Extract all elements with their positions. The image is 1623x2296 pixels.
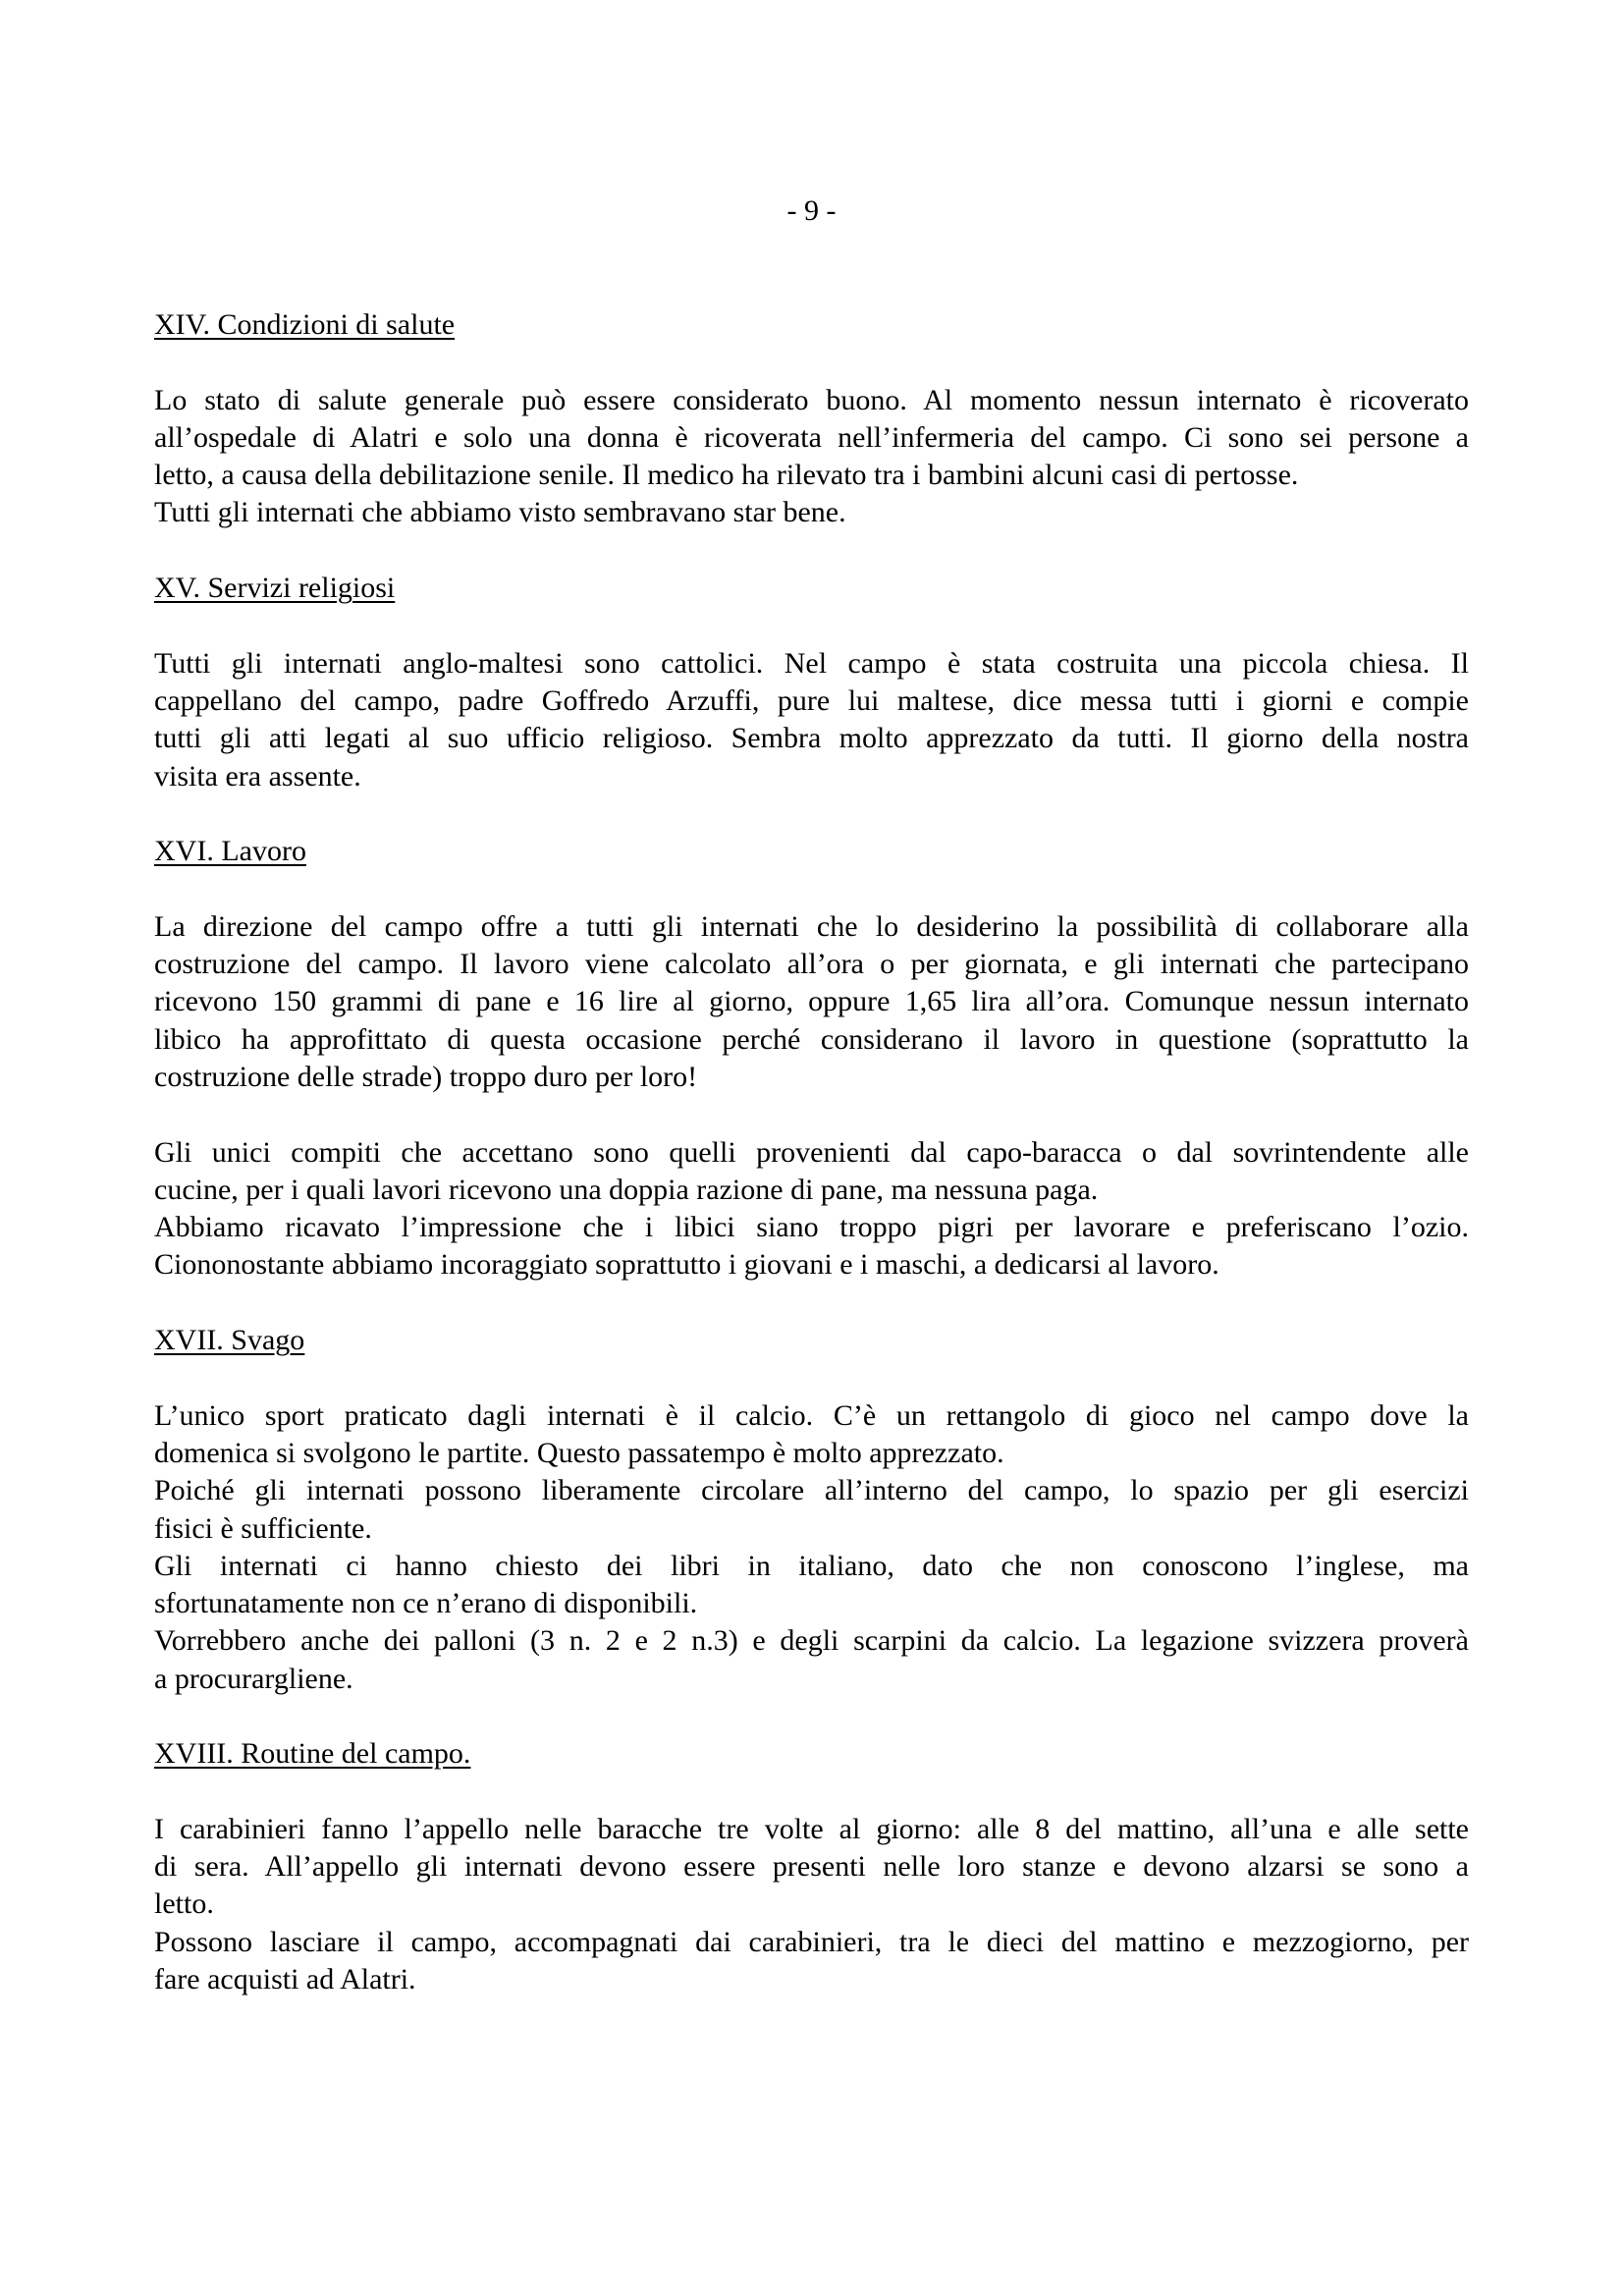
document-body <box>154 306 1469 1998</box>
section-heading: XV. Servizi religiosi <box>154 572 396 605</box>
paragraph <box>154 1397 1469 1698</box>
paragraph <box>154 382 1469 532</box>
text-line: cucine, per i quali lavori ricevono una doppia razione di pane, ma nessuna paga. <box>154 1173 1099 1206</box>
text-line: Poiché gli internati possono liberamente circolare all’interno del campo, lo spazio per gli esercizi <box>154 1474 1469 1507</box>
text-line: La direzione del campo offre a tutti gli internati che lo desiderino la possibilità di collaborare alla <box>154 909 1469 943</box>
text-line: Lo stato di salute generale può essere considerato buono. Al momento nessun internato è ricoverato <box>154 383 1469 416</box>
section-condizioni-di-salute <box>154 306 1469 570</box>
section-servizi-religiosi <box>154 570 1469 833</box>
text-line: Tutti gli internati che abbiamo visto sembravano star bene. <box>154 496 846 529</box>
section-heading: XIV. Condizioni di salute <box>154 308 456 341</box>
text-line: Gli unici compiti che accettano sono quelli provenienti dal capo-baracca o dal sovrintendente alle <box>154 1135 1469 1169</box>
text-line: fare acquisti ad Alatri. <box>154 1963 416 1996</box>
paragraph <box>154 1134 1469 1285</box>
text-line: sfortunatamente non ce n’erano di disponibili. <box>154 1587 698 1620</box>
text-line: Possono lasciare il campo, accompagnati dai carabinieri, tra le dieci del mattino e mezzogiorno, per <box>154 1925 1469 1958</box>
text-line: letto, a causa della debilitazione senile. Il medico ha rilevato tra i bambini alcuni casi di pertosse. <box>154 459 1299 492</box>
text-line: Vorrebbero anche dei palloni (3 n. 2 e 2 n.3) e degli scarpini da calcio. La legazione svizzera proverà <box>154 1624 1469 1658</box>
text-line: L’unico sport praticato dagli internati è il calcio. C’è un rettangolo di gioco nel campo dove la <box>154 1398 1469 1432</box>
text-line: fisici è sufficiente. <box>154 1511 372 1545</box>
section-lavoro <box>154 833 1469 1322</box>
text-line: I carabinieri fanno l’appello nelle baracche tre volte al giorno: alle 8 del mattino, all’una e alle sette <box>154 1812 1469 1845</box>
text-line: ricevono 150 grammi di pane e 16 lire al giorno, oppure 1,65 lira all’ora. Comunque nessun internato <box>154 985 1469 1018</box>
page-number: - 9 - <box>786 194 837 227</box>
section-heading: XVII. Svago <box>154 1324 305 1357</box>
section-routine-del-campo <box>154 1735 1469 1998</box>
text-line: domenica si svolgono le partite. Questo passatempo è molto apprezzato. <box>154 1436 1004 1469</box>
paragraph <box>154 645 1469 795</box>
text-line: all’ospedale di Alatri e solo una donna è ricoverata nell’infermeria del campo. Ci sono sei persone a <box>154 420 1469 454</box>
text-line: Gli internati ci hanno chiesto dei libri in italiano, dato che non conoscono l’inglese, ma <box>154 1549 1469 1582</box>
text-line: Ciononostante abbiamo incoraggiato soprattutto i giovani e i maschi, a dedicarsi al lavoro. <box>154 1248 1219 1282</box>
text-line: letto. <box>154 1887 214 1921</box>
text-line: libico ha approfittato di questa occasione perché considerano il lavoro in questione (soprattutto la <box>154 1022 1469 1056</box>
text-line: cappellano del campo, padre Goffredo Arzuffi, pure lui maltese, dice messa tutti i giorni e compie <box>154 683 1469 717</box>
text-line: costruzione delle strade) troppo duro per loro! <box>154 1060 698 1093</box>
text-line: Abbiamo ricavato l’impressione che i libici siano troppo pigri per lavorare e preferiscano l’ozio. <box>154 1211 1469 1244</box>
paragraph <box>154 1811 1469 1998</box>
text-line: di sera. All’appello gli internati devono essere presenti nelle loro stanze e devono alzarsi se sono a <box>154 1850 1469 1884</box>
section-heading: XVI. Lavoro <box>154 835 306 868</box>
text-line: visita era assente. <box>154 759 361 793</box>
text-line: Tutti gli internati anglo-maltesi sono cattolici. Nel campo è stata costruita una piccola chiesa. Il <box>154 646 1469 680</box>
paragraph <box>154 908 1469 1096</box>
section-heading: XVIII. Routine del campo. <box>154 1737 471 1771</box>
text-line: costruzione del campo. Il lavoro viene calcolato all’ora o per giornata, e gli internati che partecipano <box>154 948 1469 981</box>
text-line: a procurargliene. <box>154 1662 353 1695</box>
section-svago <box>154 1322 1469 1735</box>
text-line: tutti gli atti legati al suo ufficio religioso. Sembra molto apprezzato da tutti. Il giorno della nostra <box>154 722 1469 755</box>
